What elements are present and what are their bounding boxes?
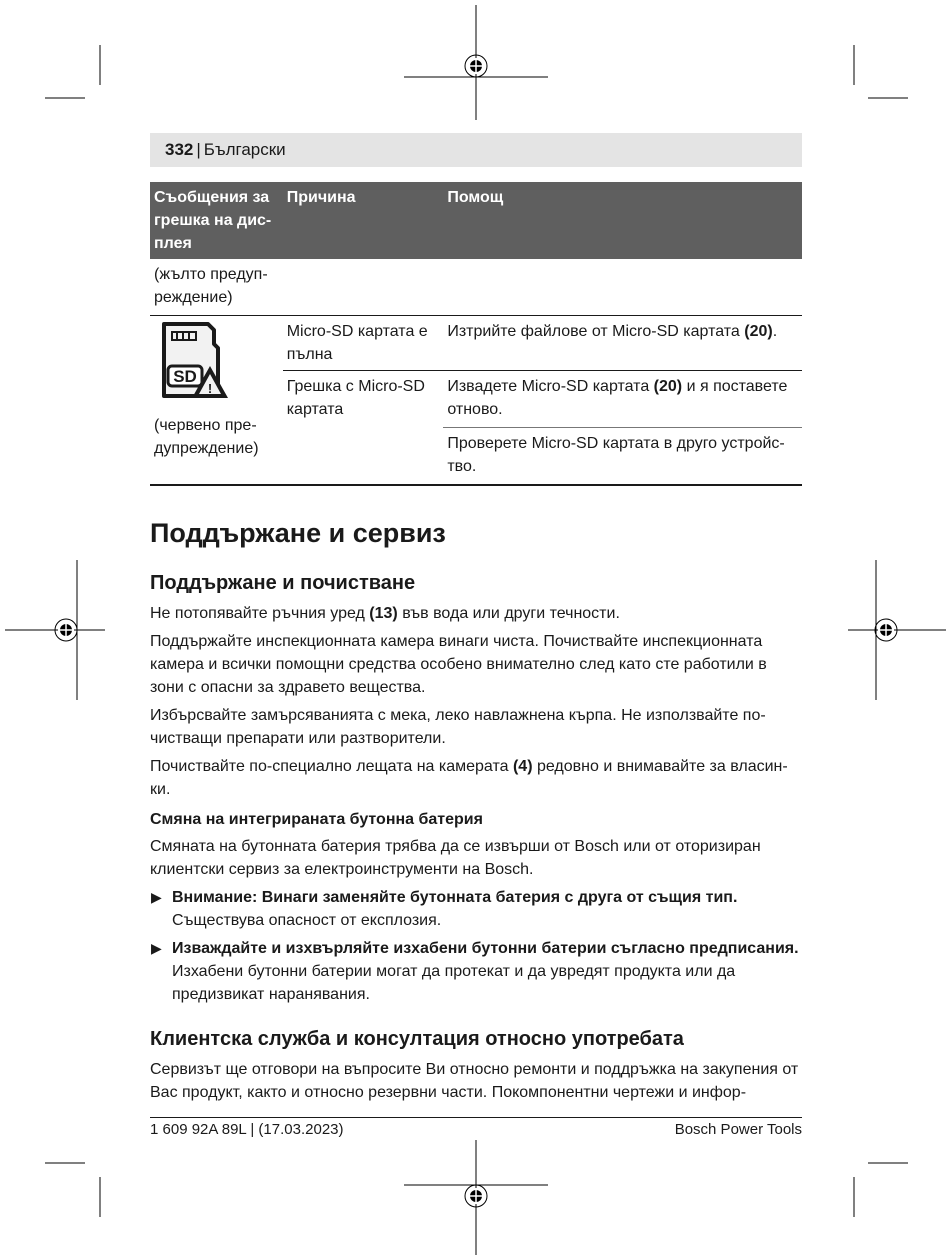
help-delete-files: Изтрийте файлове от Micro-SD картата (20).: [443, 315, 802, 370]
page-content: [150, 133, 802, 1109]
page-number: 332: [165, 140, 194, 159]
paragraph: Избърсвайте замърсяванията с мека, леко навлажнена кърпа. Не използвайте по-чистващи препарати или разтворители.: [150, 706, 766, 747]
paragraph: Почиствайте по-специално лещата на камерата (4) редовно и внимавайте за власин-ки.: [150, 757, 788, 798]
page-header: [150, 133, 802, 167]
list-item: ▶ Внимание: Винаги заменяйте бутонната батерия с друга от същия тип. Съществува опасност от експлозия.: [150, 886, 802, 932]
subsection-title-service: Клиентска служба и консултация относно употребата: [150, 1027, 684, 1050]
bullet-triangle-icon: ▶: [151, 888, 162, 905]
col-header-cause: Причина: [283, 182, 444, 259]
table-row: [150, 259, 802, 315]
bullet-triangle-icon: ▶: [151, 939, 162, 956]
paragraph: Не потопявайте ръчния уред (13) във вода или други течности.: [150, 604, 620, 622]
warning-list: [150, 886, 802, 1006]
footer-brand: Bosch Power Tools: [674, 1121, 802, 1138]
header-separator: |: [196, 140, 201, 159]
yellow-warning-label: (жълто предуп-реждение): [150, 259, 283, 315]
sd-icon-cell: [150, 315, 283, 485]
help-reinsert-card: Извадете Micro-SD картата (20) и я поставете отново.: [443, 370, 802, 427]
col-header-message: Съобщения за грешка на дис-плея: [150, 182, 283, 259]
section-title: Поддържане и сервиз: [150, 517, 446, 548]
paragraph: Сервизът ще отговори на въпросите Ви относно ремонти и поддръжка на закупения от Вас продукт, както и относно резервни части. Покомпонентни чертежи и инфор-: [150, 1060, 799, 1101]
sd-card-warning-icon: [158, 322, 230, 402]
paragraph: Смяната на бутонната батерия трябва да се извърши от Bosch или от оторизиран клиентски сервиз за електроинструменти на Bosch.: [150, 837, 761, 878]
subsection-title-battery: Смяна на интегрираната бутонна батерия: [150, 810, 483, 828]
svg-text:SD: SD: [173, 366, 197, 386]
cause-card-error: Грешка с Micro-SD картата: [283, 370, 444, 485]
header-language: Български: [203, 140, 286, 159]
footer-doc-id: 1 609 92A 89L | (17.03.2023): [150, 1121, 344, 1138]
svg-text:!: !: [207, 380, 213, 396]
table-row: [150, 315, 802, 370]
help-check-other-device: Проверете Micro-SD картата в друго устройс-тво.: [443, 427, 802, 485]
subsection-title-maintenance: Поддържане и почистване: [150, 571, 416, 594]
error-messages-table: [150, 182, 802, 486]
paragraph: Поддържайте инспекционната камера винаги чиста. Почиствайте инспекционната камера и всички помощни средства особено внимателно след като сте работили в зони с опасни за здравето вещества.: [150, 632, 767, 696]
cause-card-full: Micro-SD картата е пълна: [283, 315, 444, 370]
list-item: ▶ Изваждайте и изхвърляйте изхабени бутонни батерии съгласно предписания. Изхабени бутонни батерии могат да протекат и да увредят продукта или да предизвикат наранявания.: [150, 937, 802, 1006]
red-warning-label: (червено пре-дупреждение): [154, 416, 259, 457]
table-header-row: [150, 182, 802, 259]
col-header-help: Помощ: [443, 182, 802, 259]
page-footer: [150, 1117, 802, 1138]
